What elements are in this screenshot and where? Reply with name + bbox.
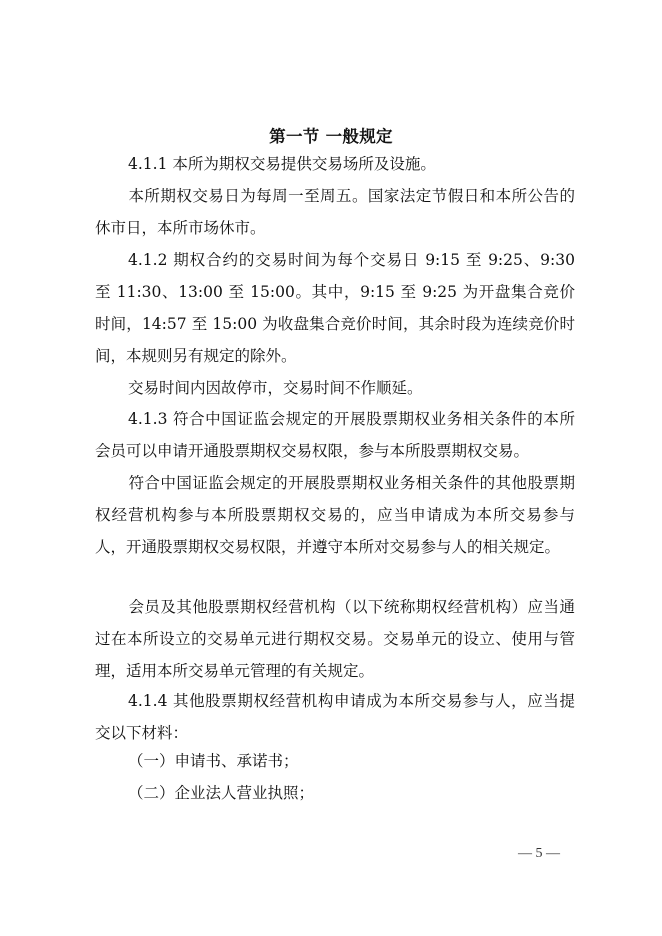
paragraph-4-1-3: 4.1.3 符合中国证监会规定的开展股票期权业务相关条件的本所会员可以申请开通股票期权交易权限，参与本所股票期权交易。 — [95, 410, 575, 460]
list-item-2: （二）企业法人营业执照； — [128, 784, 315, 802]
paragraph-4-1-4: 4.1.4 其他股票期权经营机构申请成为本所交易参与人，应当提交以下材料： — [95, 692, 575, 742]
paragraph-suspension: 交易时间内因故停市，交易时间不作顺延。 — [128, 379, 423, 397]
paragraph-trading-days: 本所期权交易日为每周一至周五。国家法定节假日和本所公告的休市日，本所市场休市。 — [95, 187, 575, 237]
paragraph-trading-units: 会员及其他股票期权经营机构（以下统称期权经营机构）应当通过在本所设立的交易单元进行期权交易。交易单元的设立、使用与管理，适用本所交易单元管理的有关规定。 — [95, 598, 575, 680]
list-item-1: （一）申请书、承诺书； — [128, 752, 299, 770]
paragraph-4-1-1: 4.1.1 本所为期权交易提供交易场所及设施。 — [128, 155, 436, 173]
section-title: 第一节 一般规定 — [269, 127, 393, 146]
paragraph-4-1-2: 4.1.2 期权合约的交易时间为每个交易日 9:15 至 9:25、9:30 至 11:30、13:00 至 15:00。其中，9:15 至 9:25 为开盘集合竞价时间，14:57 至 15:00 为收盘集合竞价时间，其余时段为连续竞价时间，本规则另有规定的除外。 — [95, 251, 575, 365]
page-number: — 5 — — [518, 846, 560, 861]
paragraph-other-institutions: 符合中国证监会规定的开展股票期权业务相关条件的其他股票期权经营机构参与本所股票期权交易的，应当申请成为本所交易参与人，开通股票期权交易权限，并遵守本所对交易参与人的相关规定。 — [95, 474, 575, 556]
